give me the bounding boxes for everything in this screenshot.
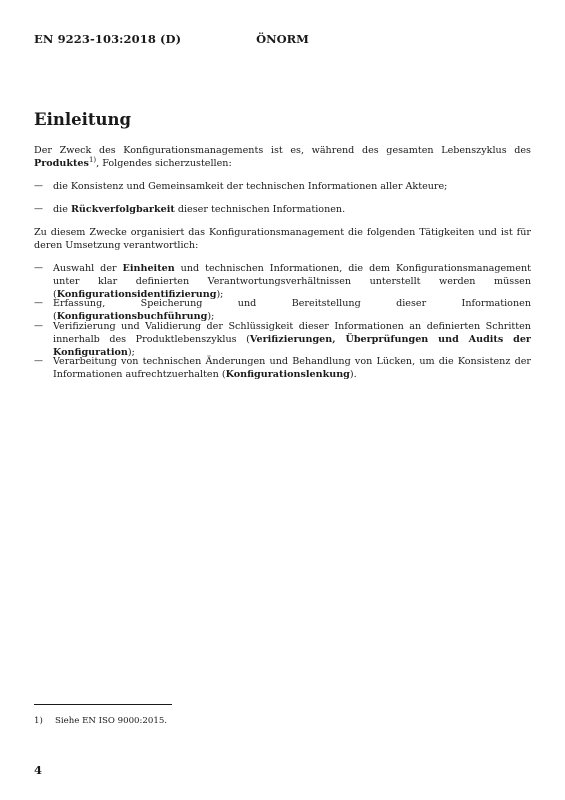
dash-bullet: — (34, 204, 43, 214)
term-konfigurationsidentifizierung: Konfigurationsidentifizierung (56, 289, 217, 300)
dash-bullet: — (34, 181, 43, 191)
list-item-text-plain: Verifizierung und Validierung der Schlüssigkeit dieser Informationen an definierten Schritten innerhalb des Produktlebenszyklus ( (53, 321, 531, 345)
list-item-text (53, 320, 531, 359)
list-item-text (53, 180, 531, 193)
list-item-text-tail: ); (127, 347, 135, 358)
footnote-number: 1) (34, 716, 43, 726)
footnote-reference[interactable]: 1) (88, 156, 97, 164)
list-item (34, 262, 531, 301)
intro-text-end: , Folgendes sicherzustellen: (96, 158, 232, 169)
footnote-text: Siehe EN ISO 9000:2015. (55, 716, 168, 726)
list-item-text-tail: ). (349, 369, 357, 380)
list-item-text (53, 203, 531, 216)
term-konfigurationslenkung: Konfigurationslenkung (225, 369, 350, 380)
list-item (34, 180, 531, 193)
publisher-mark: ÖNORM (256, 32, 309, 46)
dash-bullet: — (34, 263, 43, 273)
list-item-text-plain: Erfassung, Speicherung und Bereitstellung dieser Informationen ( (53, 298, 531, 322)
dash-bullet: — (34, 298, 43, 308)
footnote-divider (34, 704, 172, 705)
intro-paragraph (34, 144, 531, 170)
list-item (34, 355, 531, 381)
list-item-text-plain: und technischen Informationen, die dem Konfigurationsmanagement unter klar definierten Verantwortungsverhältnissen unterstellt werden müssen ( (53, 263, 531, 300)
list-item (34, 320, 531, 359)
list-item-text-tail: ); (207, 311, 215, 322)
term-einheiten: Einheiten (122, 263, 175, 274)
list-item-text-plain: die Konsistenz und Gemeinsamkeit der technischen Informationen aller Akteure; (53, 181, 448, 192)
intro-text-start: Der Zweck des Konfigurationsmanagements ist es, während des gesamten Lebenszyklus des (34, 145, 531, 156)
list-item-text-plain: Auswahl der (53, 263, 123, 274)
list-item-text (53, 262, 531, 301)
footnote (34, 716, 167, 727)
list-item-text-plain: Verarbeitung von technischen Änderungen und Behandlung von Lücken, um die Konsistenz der Informationen aufrechtzuerhalten ( (53, 356, 531, 380)
list-item-text-plain: die (53, 204, 71, 215)
document-identifier: EN 9223-103:2018 (D) (34, 32, 182, 46)
term-produktes: Produktes (34, 158, 89, 169)
term-konfigurationsbuchfuehrung: Konfigurationsbuchführung (56, 311, 208, 322)
list-item-text-tail: ); (216, 289, 224, 300)
page-number: 4 (34, 763, 43, 777)
section-title: Einleitung (34, 110, 132, 129)
term-rueckverfolgbarkeit: Rückverfolgbarkeit (70, 204, 175, 215)
dash-bullet: — (34, 321, 43, 331)
dash-bullet: — (34, 356, 43, 366)
purpose-paragraph: Zu diesem Zwecke organisiert das Konfigurationsmanagement die folgenden Tätigkeiten und ist für deren Umsetzung verantwortlich: (34, 227, 531, 251)
term-verifizierungen-audits: Verifizierungen, Überprüfungen und Audits der Konfiguration (53, 334, 531, 358)
list-item (34, 203, 531, 216)
list-item-text-tail: dieser technischen Informationen. (174, 204, 346, 215)
list-item-text (53, 355, 531, 381)
